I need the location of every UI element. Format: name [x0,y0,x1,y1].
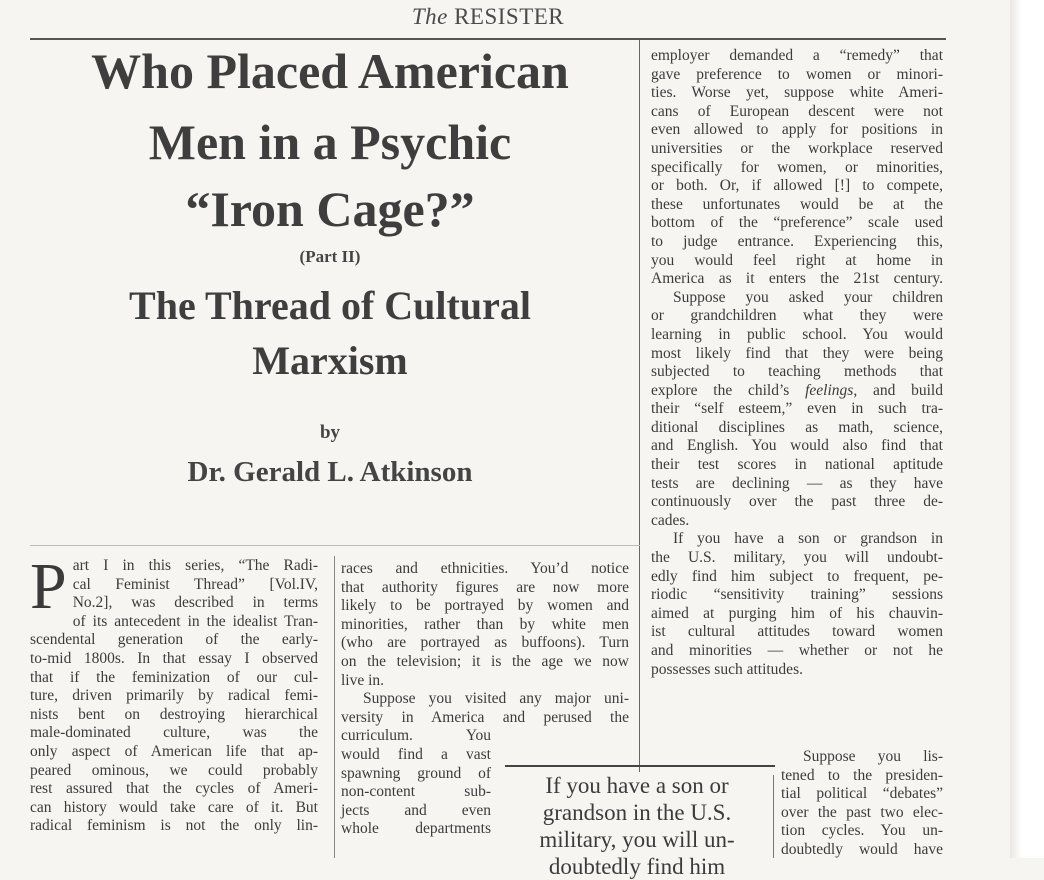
column-3 [651,47,943,679]
col3-line: subjected to teaching methods that [651,363,943,381]
col2-line: jects and even [341,801,491,819]
col3-line: their test scores in national aptitude [651,456,943,474]
col2-line: likely to be portrayed by women and [341,597,629,615]
col1-line: radical feminism is not the only lin- [30,817,318,835]
col2-line: races and ethnicities. You’d notice [341,560,629,577]
column-divider-main [639,40,640,772]
col3-line: most likely find that they were being [651,344,943,362]
headline-line-2: Men in a Psychic [148,114,512,170]
col3-line: edly find him subject to frequent, pe- [651,567,943,585]
subheadline-line-2: Marxism [252,338,408,383]
col3-line: bottom of the “preference” scale used [651,214,943,232]
col3-text: explore the child’s [651,381,790,399]
col3-line [651,382,943,401]
col2-line: Suppose you visited any major uni- [363,690,629,708]
col1-line: nists bent on destroying hierarchical [30,705,318,723]
col1-line: to-mid 1800s. In that essay I observed [30,649,318,667]
column-4 [781,748,943,860]
col3-line: ist cultural attitudes toward women [651,623,943,641]
column-divider-right [773,775,774,858]
masthead-the: The [411,4,448,29]
headline-line-3: “Iron Cage?” [185,181,475,237]
col3-line: gave preference to women or minori- [651,65,943,83]
col2-line: curriculum. You [341,727,491,745]
col1-line: of its antecedent in the idealist Tran- [72,612,318,630]
col1-line: rest assured that the cycles of Ameri- [30,780,318,798]
col4-line: doubtedly would have [781,840,943,858]
col3-line: continuously over the past three de- [651,493,943,511]
col1-line: can history would take care of it. But [30,798,318,816]
col3-line: ties. Worse yet, suppose white Ameri- [651,84,943,102]
col2-line: whole departments [341,820,491,838]
masthead-rule [30,38,946,40]
col2-line: on the television; it is the age we now [341,652,629,670]
col3-line: ditional disciplines as math, science, [651,418,943,436]
col3-line: tests are declining — as they have [651,474,943,492]
col1-line: peared ominous, we could probably [30,761,318,779]
col3-line: universities or the workplace reserved [651,139,943,157]
col1-line: art I in this series, “The Radi- [72,557,318,574]
col3-line: aimed at purging him of his chauvin- [651,604,943,622]
col3-line: America as it enters the 21st century. [651,270,943,288]
page-edge [1010,0,1044,858]
col4-line: tion cycles. You un- [781,822,943,840]
col1-line: that if the feminization of our cul- [30,668,318,686]
col3-line: riodic “sensitivity training” sessions [651,586,943,604]
col1-line: male-dominated culture, was the [30,724,318,742]
col3-emphasis: feelings [805,381,854,399]
col4-line: Suppose you lis- [803,748,943,765]
drop-cap: P [30,550,67,623]
col3-line: learning in public school. You would [651,325,943,343]
pullquote-line: If you have a son or [545,773,729,798]
pullquote-line: military, you will un- [539,827,735,852]
col3-line: specifically for women, or minorities, [651,158,943,176]
part-label: (Part II) [299,247,361,266]
col3-text: , and build [853,381,943,399]
byline-author: Dr. Gerald L. Atkinson [187,456,473,488]
pull-quote [506,772,768,880]
col4-line: over the past two elec- [781,803,943,821]
col4-line: tial political “debates” [781,785,943,803]
col3-line: cans of European descent were not [651,102,943,120]
column-1 [30,550,318,836]
col3-line: possesses such attitudes. [651,660,803,678]
col3-line: and English. You would also find that [651,437,943,455]
col2-line: minorities, rather than by white men [341,615,629,633]
col3-line: the U.S. military, you will undoubt- [651,549,943,567]
col2-line: live in. [341,671,385,689]
col3-line: even allowed to apply for positions in [651,121,943,139]
col3-line: or grandchildren what they were [651,307,943,325]
pullquote-line: doubtedly find him [548,854,726,879]
col1-line: No.2], was described in terms [72,594,318,612]
col1-line: scendental generation of the early- [30,631,318,649]
col3-line: and minorities — whether or not he [651,642,943,659]
col3-line: cades. [651,511,690,529]
masthead [30,4,946,30]
col2-line: non-content sub- [341,783,491,801]
col1-line: cal Feminist Thread” [Vol.IV, [72,575,318,593]
col3-line: their “self esteem,” even in such tra- [651,400,943,418]
col3-line: Suppose you asked your children [673,288,943,306]
col3-line: If you have a son or grandson in [673,530,943,548]
col2-line: versity in America and perused the [341,708,629,726]
masthead-name: RESISTER [454,4,565,29]
col4-line: tened to the presiden- [781,766,943,784]
col2-line: would find a vast [341,745,491,763]
col3-line: to judge entrance. Experiencing this, [651,232,943,250]
col3-line: you would feel right at home in [651,251,943,269]
col1-line: ture, driven primarily by radical femi- [30,687,318,705]
column-divider-left [334,556,335,858]
col1-line: only aspect of American life that ap- [30,742,318,760]
col2-line: that authority figures are now more [341,578,629,596]
col2-line: spawning ground of [341,764,491,782]
pullquote-line: grandson in the U.S. [542,800,732,825]
byline-by: by [319,422,341,443]
col2-line: (who are portrayed as buffoons). Turn [341,634,629,652]
col3-line: or both. Or, if allowed [!] to compete, [651,177,943,195]
subheadline-line-1: The Thread of Cultural [129,283,531,328]
section-divider [30,545,640,546]
headline-line-1: Who Placed American [91,43,569,99]
col3-line: employer demanded a “remedy” that [651,47,943,64]
col3-line: these unfortunates would be at the [651,195,943,213]
